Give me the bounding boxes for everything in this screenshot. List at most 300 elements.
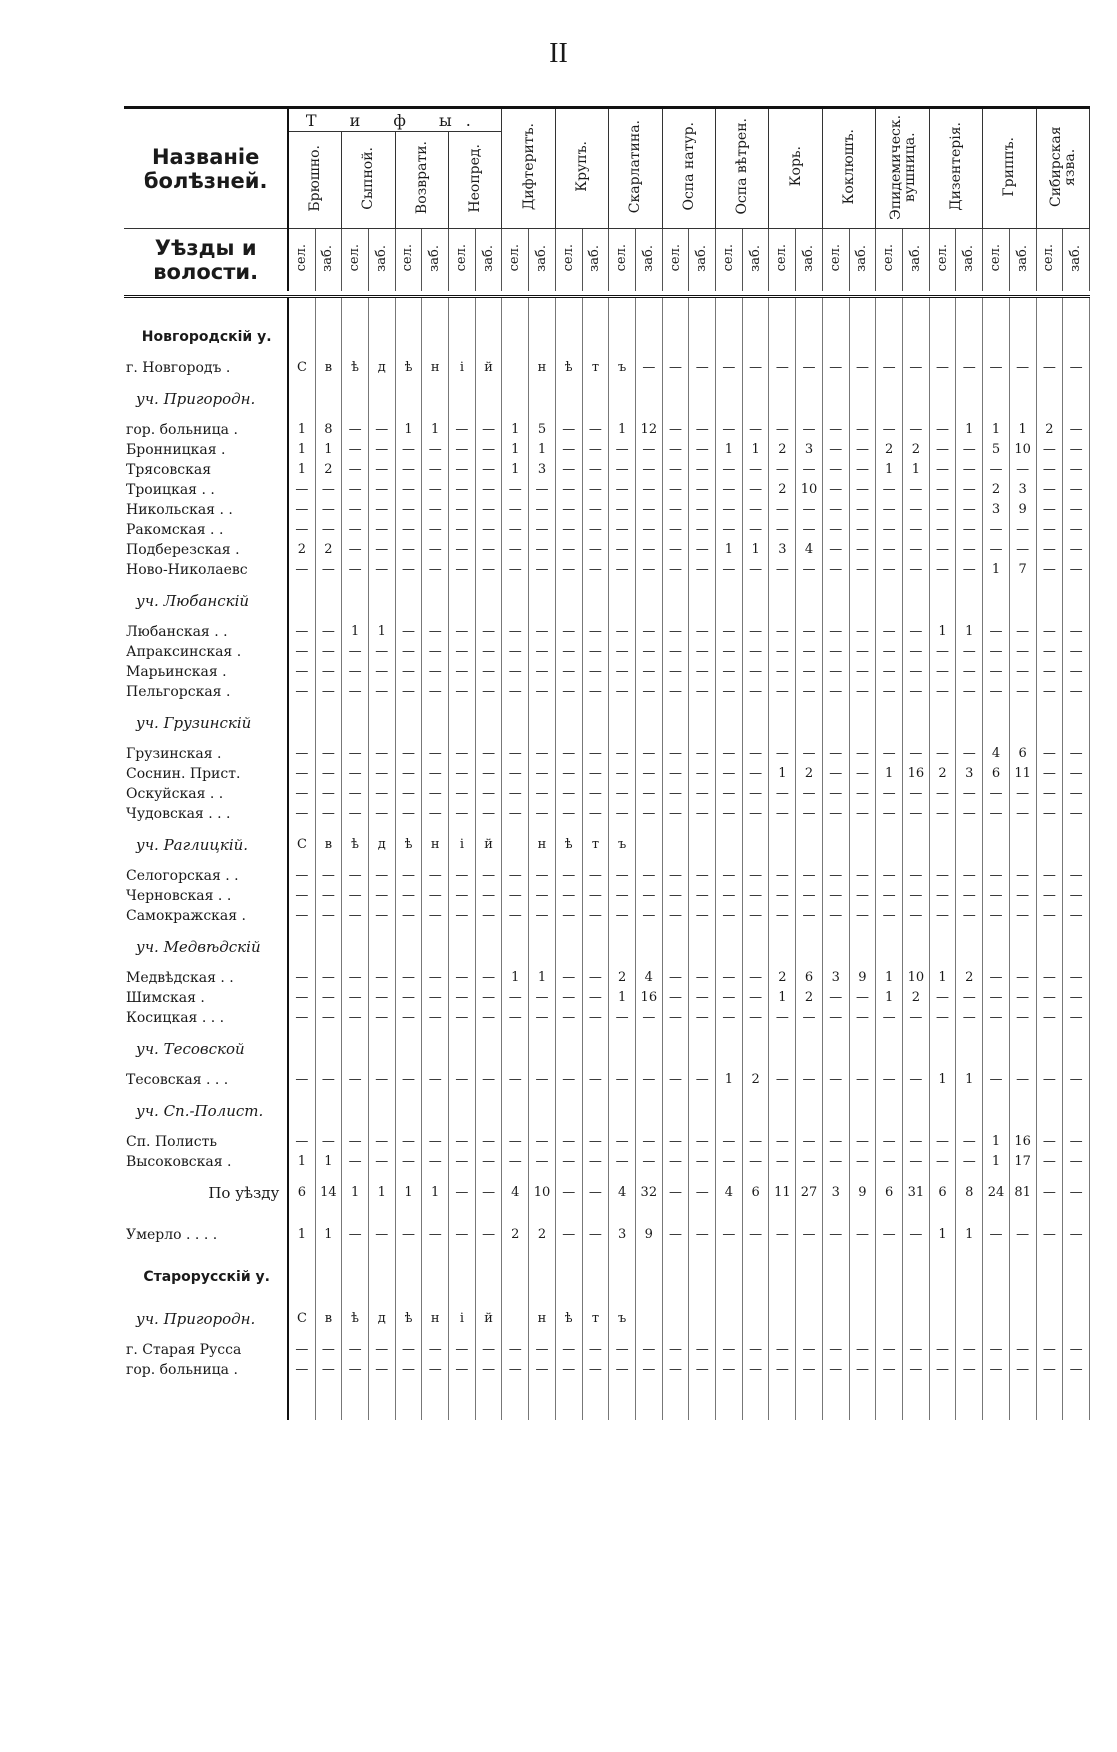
value-cell bbox=[422, 316, 449, 358]
empty-cell bbox=[395, 297, 422, 317]
value-cell: 2 bbox=[529, 1214, 556, 1256]
header-sub-label-25: заб. bbox=[961, 244, 977, 272]
value-cell: — bbox=[449, 440, 476, 460]
value-cell: — bbox=[529, 560, 556, 580]
value-cell: — bbox=[502, 682, 529, 702]
value-cell: — bbox=[662, 1070, 689, 1090]
value-cell bbox=[449, 926, 476, 968]
header-sub-label-29: заб. bbox=[1068, 244, 1084, 272]
value-cell: — bbox=[368, 866, 395, 886]
value-cell: — bbox=[422, 744, 449, 764]
value-cell: — bbox=[395, 804, 422, 824]
value-cell: — bbox=[609, 560, 636, 580]
value-cell: — bbox=[716, 682, 743, 702]
value-cell: — bbox=[395, 460, 422, 480]
value-cell bbox=[956, 1028, 983, 1070]
empty-cell bbox=[769, 1380, 796, 1420]
value-cell: — bbox=[1036, 642, 1063, 662]
value-cell bbox=[529, 1256, 556, 1298]
value-cell: — bbox=[422, 480, 449, 500]
value-cell: 1 bbox=[956, 1214, 983, 1256]
value-cell: — bbox=[689, 1152, 716, 1172]
value-cell: — bbox=[983, 886, 1010, 906]
value-cell: — bbox=[609, 520, 636, 540]
value-cell: ѣ bbox=[342, 358, 369, 378]
value-cell: — bbox=[422, 622, 449, 642]
value-cell: ъ bbox=[609, 358, 636, 378]
value-cell: — bbox=[368, 540, 395, 560]
value-cell: — bbox=[1036, 1152, 1063, 1172]
row-label: Высоковская . bbox=[124, 1152, 288, 1172]
value-cell: — bbox=[689, 622, 716, 642]
value-cell: — bbox=[635, 500, 662, 520]
value-cell: — bbox=[582, 968, 609, 988]
value-cell: — bbox=[716, 520, 743, 540]
value-cell: — bbox=[1036, 1172, 1063, 1214]
value-cell bbox=[502, 1090, 529, 1132]
value-cell: — bbox=[903, 1070, 930, 1090]
value-cell: — bbox=[449, 988, 476, 1008]
value-cell bbox=[689, 1090, 716, 1132]
value-cell: — bbox=[395, 440, 422, 460]
value-cell: — bbox=[742, 480, 769, 500]
value-cell: — bbox=[849, 358, 876, 378]
empty-cell bbox=[956, 1380, 983, 1420]
value-cell: — bbox=[1063, 1360, 1090, 1380]
value-cell: — bbox=[288, 906, 315, 926]
value-cell: — bbox=[342, 480, 369, 500]
value-cell bbox=[796, 702, 823, 744]
empty-cell bbox=[342, 1380, 369, 1420]
value-cell: — bbox=[983, 460, 1010, 480]
value-cell bbox=[903, 316, 930, 358]
header-row-1 bbox=[124, 109, 1090, 132]
value-cell: — bbox=[422, 906, 449, 926]
value-cell: — bbox=[742, 1152, 769, 1172]
value-cell: — bbox=[662, 420, 689, 440]
value-cell: — bbox=[395, 1152, 422, 1172]
value-cell: — bbox=[582, 560, 609, 580]
value-cell bbox=[555, 378, 582, 420]
value-cell: — bbox=[822, 1214, 849, 1256]
value-cell bbox=[929, 580, 956, 622]
value-cell: — bbox=[288, 1070, 315, 1090]
value-cell: — bbox=[742, 784, 769, 804]
table-row bbox=[124, 1152, 1090, 1172]
value-cell: — bbox=[555, 784, 582, 804]
empty-cell bbox=[716, 297, 743, 317]
value-cell: 1 bbox=[956, 622, 983, 642]
value-cell: — bbox=[529, 540, 556, 560]
value-cell: — bbox=[288, 1132, 315, 1152]
value-cell bbox=[689, 702, 716, 744]
value-cell bbox=[449, 1028, 476, 1070]
value-cell: — bbox=[769, 784, 796, 804]
value-cell: — bbox=[422, 988, 449, 1008]
value-cell: — bbox=[742, 1214, 769, 1256]
row-label: Апраксинская . bbox=[124, 642, 288, 662]
header-disease-7 bbox=[876, 109, 929, 229]
value-cell: — bbox=[903, 682, 930, 702]
table-row bbox=[124, 906, 1090, 926]
value-cell: — bbox=[822, 642, 849, 662]
value-cell bbox=[983, 316, 1010, 358]
value-cell: — bbox=[315, 1340, 342, 1360]
value-cell bbox=[315, 926, 342, 968]
value-cell: — bbox=[983, 1340, 1010, 1360]
empty-cell bbox=[342, 297, 369, 317]
value-cell: — bbox=[983, 662, 1010, 682]
value-cell: — bbox=[449, 1214, 476, 1256]
value-cell bbox=[502, 580, 529, 622]
value-cell: — bbox=[1063, 1132, 1090, 1152]
value-cell: — bbox=[1009, 1340, 1036, 1360]
value-cell: — bbox=[769, 906, 796, 926]
table-row bbox=[124, 540, 1090, 560]
value-cell: — bbox=[449, 804, 476, 824]
value-cell: 2 bbox=[502, 1214, 529, 1256]
value-cell: — bbox=[983, 520, 1010, 540]
section-row bbox=[124, 316, 1090, 358]
value-cell bbox=[529, 580, 556, 622]
value-cell: — bbox=[368, 560, 395, 580]
value-cell: — bbox=[769, 460, 796, 480]
value-cell: — bbox=[716, 1214, 743, 1256]
value-cell: н bbox=[422, 1298, 449, 1340]
value-cell bbox=[342, 316, 369, 358]
value-cell: — bbox=[449, 784, 476, 804]
value-cell: — bbox=[796, 1152, 823, 1172]
value-cell: — bbox=[609, 1132, 636, 1152]
header-sub-label-20: сел. bbox=[827, 244, 843, 272]
value-cell: — bbox=[529, 906, 556, 926]
value-cell bbox=[822, 316, 849, 358]
value-cell bbox=[395, 580, 422, 622]
value-cell: — bbox=[368, 1360, 395, 1380]
value-cell: — bbox=[529, 1360, 556, 1380]
value-cell: — bbox=[342, 440, 369, 460]
value-cell: 2 bbox=[929, 764, 956, 784]
value-cell: — bbox=[742, 764, 769, 784]
value-cell bbox=[1063, 702, 1090, 744]
value-cell: — bbox=[502, 804, 529, 824]
value-cell: — bbox=[635, 906, 662, 926]
value-cell: 1 bbox=[929, 968, 956, 988]
value-cell bbox=[1036, 580, 1063, 622]
value-cell bbox=[769, 1256, 796, 1298]
value-cell: — bbox=[502, 744, 529, 764]
value-cell: — bbox=[582, 906, 609, 926]
value-cell bbox=[769, 926, 796, 968]
row-label: Никольская . . bbox=[124, 500, 288, 520]
value-cell: — bbox=[849, 642, 876, 662]
value-cell: 1 bbox=[742, 540, 769, 560]
value-cell: — bbox=[796, 500, 823, 520]
value-cell: — bbox=[635, 1132, 662, 1152]
value-cell: — bbox=[1009, 988, 1036, 1008]
value-cell: — bbox=[449, 1008, 476, 1028]
value-cell: 2 bbox=[956, 968, 983, 988]
value-cell: — bbox=[368, 1340, 395, 1360]
row-label: гор. больница . bbox=[124, 420, 288, 440]
value-cell bbox=[395, 378, 422, 420]
value-cell: — bbox=[1009, 662, 1036, 682]
value-cell: — bbox=[956, 358, 983, 378]
value-cell: 6 bbox=[1009, 744, 1036, 764]
value-cell: — bbox=[876, 1132, 903, 1152]
row-label: По уѣзду bbox=[124, 1172, 288, 1214]
value-cell: — bbox=[529, 1070, 556, 1090]
empty-cell bbox=[395, 1380, 422, 1420]
value-cell: — bbox=[956, 1132, 983, 1152]
value-cell: — bbox=[903, 622, 930, 642]
value-cell: 6 bbox=[929, 1172, 956, 1214]
value-cell: — bbox=[796, 560, 823, 580]
empty-cell bbox=[475, 297, 502, 317]
value-cell: — bbox=[796, 886, 823, 906]
value-cell: 32 bbox=[635, 1172, 662, 1214]
header-typhus-label-3: Неопред. bbox=[467, 143, 484, 213]
value-cell bbox=[822, 702, 849, 744]
value-cell: — bbox=[876, 1070, 903, 1090]
value-cell: — bbox=[288, 784, 315, 804]
value-cell bbox=[769, 580, 796, 622]
header-sub-19 bbox=[796, 229, 823, 292]
header-sub-9 bbox=[529, 229, 556, 292]
header-sub-label-12: сел. bbox=[614, 244, 630, 272]
row-label: Оскуйская . . bbox=[124, 784, 288, 804]
section-row bbox=[124, 1028, 1090, 1070]
value-cell: — bbox=[609, 1070, 636, 1090]
value-cell bbox=[662, 926, 689, 968]
value-cell: 16 bbox=[635, 988, 662, 1008]
value-cell bbox=[769, 1090, 796, 1132]
value-cell: — bbox=[368, 500, 395, 520]
value-cell: — bbox=[662, 480, 689, 500]
value-cell: — bbox=[342, 642, 369, 662]
value-cell bbox=[582, 926, 609, 968]
value-cell: — bbox=[502, 1070, 529, 1090]
value-cell: 9 bbox=[1009, 500, 1036, 520]
value-cell: — bbox=[368, 968, 395, 988]
empty-cell bbox=[956, 297, 983, 317]
row-label: Чудовская . . . bbox=[124, 804, 288, 824]
header-sub-label-0: сел. bbox=[293, 244, 309, 272]
value-cell bbox=[368, 580, 395, 622]
header-sub-21 bbox=[849, 229, 876, 292]
value-cell bbox=[1036, 702, 1063, 744]
value-cell: 1 bbox=[983, 1152, 1010, 1172]
header-sub-24 bbox=[929, 229, 956, 292]
value-cell: — bbox=[662, 886, 689, 906]
value-cell: — bbox=[1036, 1360, 1063, 1380]
value-cell: — bbox=[769, 744, 796, 764]
value-cell bbox=[849, 1256, 876, 1298]
value-cell: — bbox=[822, 560, 849, 580]
value-cell: — bbox=[903, 784, 930, 804]
value-cell: ѣ bbox=[395, 1298, 422, 1340]
value-cell bbox=[368, 1256, 395, 1298]
value-cell: — bbox=[475, 500, 502, 520]
value-cell: — bbox=[796, 1340, 823, 1360]
value-cell bbox=[1063, 1090, 1090, 1132]
value-cell: — bbox=[983, 622, 1010, 642]
value-cell: — bbox=[876, 682, 903, 702]
value-cell: — bbox=[929, 886, 956, 906]
value-cell: — bbox=[716, 988, 743, 1008]
value-cell: 1 bbox=[716, 440, 743, 460]
value-cell: — bbox=[876, 1152, 903, 1172]
value-cell: — bbox=[288, 682, 315, 702]
empty-cell bbox=[876, 297, 903, 317]
value-cell: — bbox=[662, 866, 689, 886]
value-cell: ѣ bbox=[395, 358, 422, 378]
header-disease-label-10: Сибирская язва. bbox=[1047, 126, 1078, 207]
value-cell: — bbox=[635, 662, 662, 682]
empty-cell bbox=[1009, 297, 1036, 317]
value-cell: — bbox=[1036, 560, 1063, 580]
value-cell bbox=[288, 702, 315, 744]
value-cell: 3 bbox=[529, 460, 556, 480]
value-cell: — bbox=[956, 440, 983, 460]
value-cell: — bbox=[662, 906, 689, 926]
value-cell: н bbox=[422, 358, 449, 378]
value-cell bbox=[1009, 1256, 1036, 1298]
value-cell: — bbox=[662, 1172, 689, 1214]
empty-cell bbox=[769, 297, 796, 317]
value-cell: — bbox=[288, 744, 315, 764]
value-cell bbox=[422, 1256, 449, 1298]
value-cell: — bbox=[796, 682, 823, 702]
value-cell bbox=[502, 1256, 529, 1298]
value-cell bbox=[956, 580, 983, 622]
value-cell: — bbox=[422, 560, 449, 580]
value-cell: д bbox=[368, 824, 395, 866]
header-sub-label-16: сел. bbox=[720, 244, 736, 272]
row-label: Ракомская . . bbox=[124, 520, 288, 540]
value-cell: — bbox=[822, 480, 849, 500]
header-disease-label-8: Дизентерія. bbox=[947, 122, 964, 211]
value-cell: — bbox=[929, 480, 956, 500]
value-cell bbox=[769, 824, 796, 866]
value-cell bbox=[582, 702, 609, 744]
value-cell: 1 bbox=[288, 1152, 315, 1172]
value-cell: — bbox=[1036, 804, 1063, 824]
value-cell: — bbox=[689, 1340, 716, 1360]
empty-cell bbox=[983, 297, 1010, 317]
value-cell: — bbox=[1063, 682, 1090, 702]
value-cell bbox=[876, 926, 903, 968]
value-cell bbox=[529, 1090, 556, 1132]
value-cell: — bbox=[1009, 682, 1036, 702]
empty-cell bbox=[929, 1380, 956, 1420]
header-disease-label-0: Дифтеритъ. bbox=[520, 122, 537, 211]
value-cell: 2 bbox=[903, 440, 930, 460]
value-cell bbox=[1036, 378, 1063, 420]
value-cell bbox=[342, 1028, 369, 1070]
value-cell: — bbox=[475, 744, 502, 764]
value-cell bbox=[368, 378, 395, 420]
empty-cell bbox=[849, 1380, 876, 1420]
empty-cell bbox=[1009, 1380, 1036, 1420]
value-cell: — bbox=[876, 540, 903, 560]
header-sub-label-24: сел. bbox=[934, 244, 950, 272]
value-cell: — bbox=[395, 500, 422, 520]
value-cell: — bbox=[635, 1008, 662, 1028]
value-cell bbox=[422, 1028, 449, 1070]
value-cell bbox=[849, 824, 876, 866]
value-cell: 3 bbox=[769, 540, 796, 560]
value-cell bbox=[662, 702, 689, 744]
value-cell: — bbox=[849, 1132, 876, 1152]
value-cell: — bbox=[1063, 1172, 1090, 1214]
value-cell bbox=[689, 926, 716, 968]
value-cell: — bbox=[956, 662, 983, 682]
value-cell: — bbox=[315, 560, 342, 580]
value-cell: — bbox=[849, 1070, 876, 1090]
value-cell bbox=[796, 316, 823, 358]
value-cell bbox=[769, 1028, 796, 1070]
value-cell bbox=[1063, 316, 1090, 358]
value-cell bbox=[368, 926, 395, 968]
empty-cell bbox=[449, 297, 476, 317]
header-districts: Уѣзды и волости. bbox=[124, 229, 288, 292]
value-cell: — bbox=[422, 440, 449, 460]
value-cell: 4 bbox=[796, 540, 823, 560]
value-cell: — bbox=[662, 744, 689, 764]
value-cell: — bbox=[796, 744, 823, 764]
value-cell bbox=[849, 926, 876, 968]
value-cell: — bbox=[422, 1070, 449, 1090]
value-cell: — bbox=[1009, 1360, 1036, 1380]
value-cell: — bbox=[422, 642, 449, 662]
value-cell: 10 bbox=[796, 480, 823, 500]
value-cell: — bbox=[822, 1340, 849, 1360]
value-cell bbox=[1009, 926, 1036, 968]
value-cell bbox=[502, 358, 529, 378]
empty-cell bbox=[609, 1380, 636, 1420]
value-cell: — bbox=[368, 520, 395, 540]
value-cell: — bbox=[635, 1070, 662, 1090]
value-cell bbox=[849, 378, 876, 420]
value-cell: — bbox=[1009, 460, 1036, 480]
value-cell: — bbox=[395, 1360, 422, 1380]
value-cell bbox=[582, 580, 609, 622]
value-cell: — bbox=[502, 866, 529, 886]
value-cell: — bbox=[716, 662, 743, 682]
value-cell: — bbox=[769, 682, 796, 702]
value-cell: — bbox=[742, 1008, 769, 1028]
value-cell: — bbox=[582, 540, 609, 560]
value-cell: ѣ bbox=[342, 1298, 369, 1340]
value-cell: — bbox=[555, 988, 582, 1008]
value-cell: — bbox=[689, 420, 716, 440]
value-cell: — bbox=[315, 988, 342, 1008]
value-cell: — bbox=[475, 1172, 502, 1214]
value-cell bbox=[662, 1298, 689, 1340]
value-cell bbox=[288, 1256, 315, 1298]
header-sub-17 bbox=[742, 229, 769, 292]
value-cell: — bbox=[662, 642, 689, 662]
value-cell bbox=[1063, 1028, 1090, 1070]
value-cell bbox=[769, 378, 796, 420]
value-cell: — bbox=[315, 520, 342, 540]
value-cell: — bbox=[876, 480, 903, 500]
value-cell: — bbox=[849, 420, 876, 440]
value-cell: ѣ bbox=[395, 824, 422, 866]
value-cell: — bbox=[449, 1070, 476, 1090]
value-cell: — bbox=[315, 886, 342, 906]
